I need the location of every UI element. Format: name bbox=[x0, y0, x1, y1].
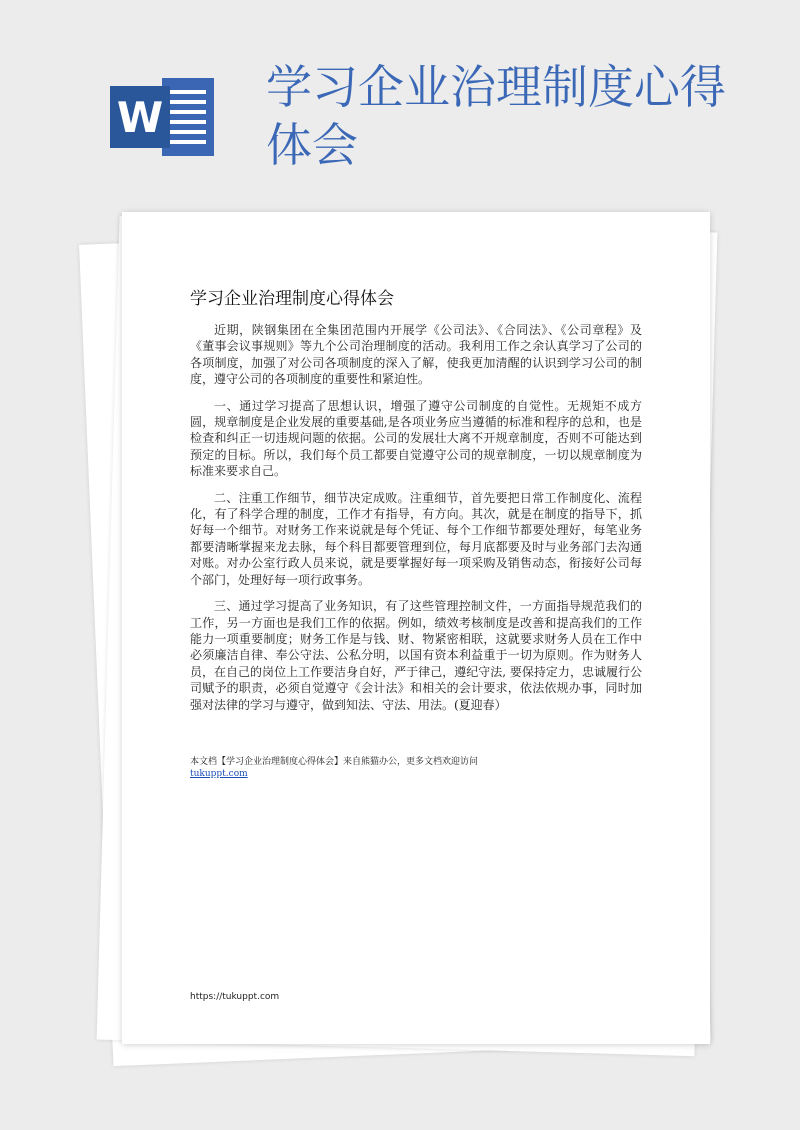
source-note-text: 本文档【学习企业治理制度心得体会】来自熊猫办公，更多文档欢迎访问 bbox=[190, 757, 479, 767]
source-link[interactable]: tukuppt.com bbox=[190, 769, 248, 779]
page-title: 学习企业治理制度心得体会 bbox=[266, 60, 726, 172]
word-badge: W bbox=[110, 86, 170, 148]
intro-paragraph: 近期，陕钢集团在全集团范围内开展学《公司法》、《合同法》、《公司章程》及《董事会议事规则》等九个公司治理制度的活动。我利用工作之余认真学习了公司的各项制度，加强了对公司各项制度的深入了解，使我更加清醒的认识到学习公司的制度，遵守公司的各项制度的重要性和紧迫性。 bbox=[190, 323, 642, 387]
document-title: 学习企业治理制度心得体会 bbox=[190, 289, 394, 309]
section-three-paragraph: 三、通过学习提高了业务知识，有了这些管理控制文件，一方面指导规范我们的工作，另一方面也是我们工作的依据。例如，绩效考核制度是改善和提高我们的工作能力一项重要制度；财务工作是与钱、财、物紧密相联，这就要求财务人员在工作中必须廉洁自律、奉公守法、公私分明，以国有资本利益重于一切为原则。作为财务人员，在自己的岗位上工作要洁身自好，严于律己，遵纪守法, 要保持定力，忠诚履行公司赋予的职责，必须自觉遵守《会计法》和相关的会计要求，依法依规办事，同时加强对法律的学习与遵守，做到知法、守法、用法。(夏迎春） bbox=[190, 599, 642, 712]
word-document-icon bbox=[110, 78, 214, 156]
document-body bbox=[190, 322, 642, 723]
section-two-paragraph: 二、注重工作细节，细节决定成败。注重细节，首先要把日常工作制度化、流程化，有了科学合理的制度，工作才有指导，有方向。其次，就是在制度的指导下，抓好每一个细节。对财务工作来说就是每个凭证、每个工作细节都要处理好，每笔业务都要清晰掌握来龙去脉，每个科目都要管理到位，每月底都要及时与业务部门去沟通对账。对办公室行政人员来说，就是要掌握好每一项采购及销售动态，衔接好公司每个部门，处理好每一项行政事务。 bbox=[190, 490, 642, 587]
footer-url[interactable]: https://tukuppt.com bbox=[190, 992, 280, 1002]
source-note bbox=[190, 756, 642, 780]
section-one-paragraph: 一、通过学习提高了思想认识，增强了遵守公司制度的自觉性。无规矩不成方圆，规章制度是企业发展的重要基础,是各项业务应当遵循的标准和程序的总和，也是检查和纠正一切违规问题的依据。公司的发展壮大离不开规章制度，否则不可能达到预定的目标。所以，我们每个员工都要自觉遵守公司的规章制度，一切以规章制度为标准来要求自己。 bbox=[190, 398, 642, 479]
